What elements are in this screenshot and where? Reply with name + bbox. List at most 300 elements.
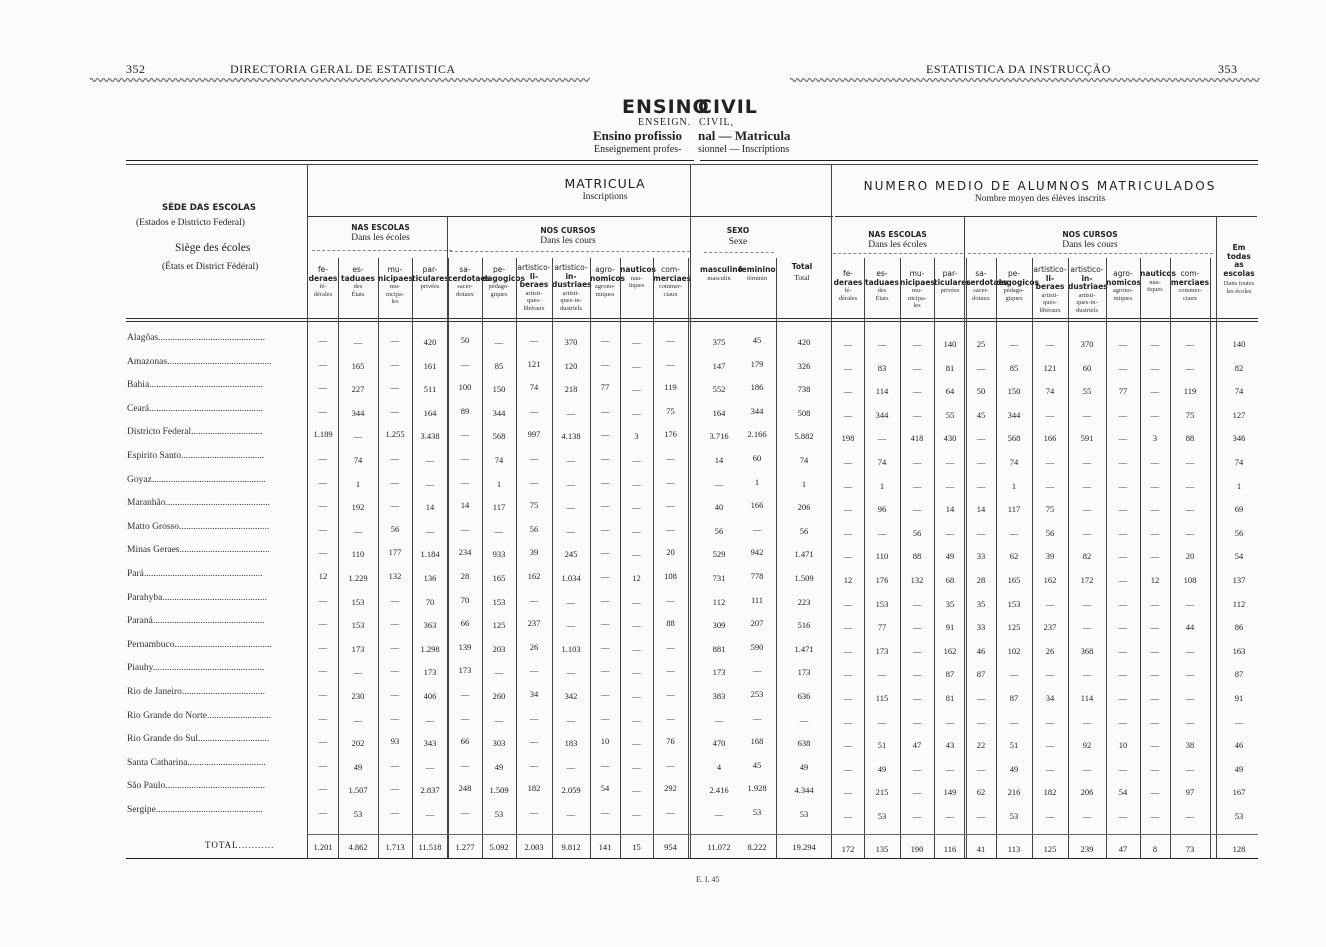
row-label: Goyaz................................................ xyxy=(127,474,266,485)
row-label: Santa Catharina................................. xyxy=(127,757,266,768)
matricula-cell: 34 xyxy=(529,689,539,699)
media-cell: 132 xyxy=(910,575,924,585)
media-header-artisticos-liberaes xyxy=(1032,266,1068,314)
matricula-cell: — xyxy=(390,335,400,345)
media-cell: — xyxy=(912,504,922,515)
column-header-line: li- xyxy=(529,271,539,281)
column-header-line: des xyxy=(877,287,887,294)
matricula-cell: 1 xyxy=(801,478,807,489)
total-matricula-cell: 19.294 xyxy=(792,842,816,852)
media-cell: 49 xyxy=(877,763,887,774)
media-column-rule xyxy=(1210,258,1211,858)
media-cell: — xyxy=(1045,409,1055,420)
matricula-cell: — xyxy=(529,665,539,676)
media-cell: — xyxy=(1009,527,1019,538)
matricula-cell: — xyxy=(425,714,435,725)
matricula-cell: — xyxy=(666,476,675,487)
matricula-cell: 176 xyxy=(664,429,677,440)
media-cell: 125 xyxy=(1007,622,1021,633)
total-matricula-cell: 1.201 xyxy=(313,842,333,852)
column-header-line: deraes xyxy=(833,277,863,287)
matricula-cell: 183 xyxy=(564,738,578,749)
matricula-cell: 54 xyxy=(600,783,610,794)
matricula-cell: 1 xyxy=(754,476,760,487)
media-cell: 162 xyxy=(943,645,957,656)
matricula-cell: — xyxy=(632,337,641,347)
media-cell: — xyxy=(877,669,887,680)
matricula-cell: 168 xyxy=(750,736,764,747)
media-cell: — xyxy=(945,480,955,491)
total-matricula-cell: 1.713 xyxy=(385,842,405,852)
matricula-cell: 942 xyxy=(750,547,764,558)
column-header-line: pe- xyxy=(1007,269,1021,278)
column-header-line: agro- xyxy=(1113,269,1133,278)
matricula-cell: 738 xyxy=(797,384,811,395)
media-cell: — xyxy=(976,480,986,491)
matricula-cell: 470 xyxy=(712,738,726,749)
media-cell: — xyxy=(1082,622,1092,633)
column-header-line: artistico- xyxy=(1033,265,1067,274)
total-matricula-cell: 8.222 xyxy=(747,842,767,852)
matricula-cell: 76 xyxy=(666,736,675,747)
matricula-cell: 186 xyxy=(750,382,764,393)
matricula-cell: 53 xyxy=(494,809,504,819)
matricula-cell: 1 xyxy=(355,478,361,489)
media-cell: — xyxy=(843,480,853,491)
matricula-cell: 153 xyxy=(492,596,506,607)
media-cell: — xyxy=(1082,504,1092,515)
matricula-cell: 45 xyxy=(752,759,762,770)
matricula-cell: 192 xyxy=(351,502,365,513)
column-header-line: des xyxy=(353,283,363,290)
media-cell: — xyxy=(1082,480,1092,491)
total-media-cell: 73 xyxy=(1185,844,1195,854)
media-header-federaes xyxy=(832,270,864,302)
matricula-column-rule xyxy=(688,258,689,858)
media-cell: 140 xyxy=(1232,339,1246,349)
matricula-cell: — xyxy=(566,809,576,819)
matricula-cell: 173 xyxy=(351,643,365,654)
stub-head-3: Siège des écoles xyxy=(175,242,251,254)
media-cell: 10 xyxy=(1118,740,1128,751)
table-bottom-rule xyxy=(126,858,1258,859)
matricula-cell: 260 xyxy=(492,691,506,701)
em-todas-rule xyxy=(1216,216,1217,858)
matricula-cell: 53 xyxy=(353,809,363,819)
column-header-line: fé- xyxy=(844,287,852,294)
media-nas-escolas: NAS ESCOLAS xyxy=(868,230,927,239)
matricula-header-feminino xyxy=(738,266,776,282)
media-cell: — xyxy=(877,339,887,349)
matricula-cell: — xyxy=(566,667,576,678)
column-header-line: es- xyxy=(352,265,364,274)
matricula-cell: 125 xyxy=(492,620,506,631)
matricula-cell: 218 xyxy=(564,384,578,395)
media-cell: 51 xyxy=(877,740,887,751)
main-title-right: CIVIL xyxy=(698,96,758,118)
media-cell: 182 xyxy=(1043,787,1057,798)
media-cell: 22 xyxy=(976,740,986,751)
matricula-cell: — xyxy=(600,476,610,487)
media-cell: 173 xyxy=(875,645,889,656)
matricula-cell: 45 xyxy=(752,335,762,345)
matricula-cell: 234 xyxy=(458,547,472,558)
media-cell: 430 xyxy=(943,433,957,444)
matricula-cell: 420 xyxy=(797,337,811,347)
column-header-line: privées xyxy=(940,287,960,294)
total-matricula-cell: 141 xyxy=(598,842,612,852)
matricula-cell: — xyxy=(752,712,762,723)
matricula-header-particulares xyxy=(412,266,448,291)
matricula-cell: 173 xyxy=(458,665,472,676)
column-header-line: artistico- xyxy=(554,263,588,272)
media-cell: 166 xyxy=(1043,433,1057,444)
column-header-line: cerdotaes xyxy=(448,273,490,283)
column-header-line: nicipaes xyxy=(378,273,413,283)
matricula-cell: — xyxy=(632,407,641,418)
matricula-cell: — xyxy=(460,453,470,463)
media-cell: 74 xyxy=(1045,386,1055,397)
media-cell: 3 xyxy=(1152,433,1158,444)
media-cell: 69 xyxy=(1234,504,1244,515)
media-cell: — xyxy=(877,716,887,727)
matricula-cell: — xyxy=(632,691,641,701)
matricula-cell: 182 xyxy=(527,783,541,794)
media-cell: 1 xyxy=(1236,480,1242,491)
matricula-cell: 1.103 xyxy=(561,643,581,654)
stub-head-2: (Estados e Districto Federal) xyxy=(136,218,245,228)
column-header-line: sa- xyxy=(975,269,987,278)
matricula-cell: 121 xyxy=(527,358,541,369)
media-cell: — xyxy=(1045,480,1055,491)
matricula-section-rule xyxy=(690,165,691,858)
media-cell: 12 xyxy=(843,575,853,585)
media-cell: 34 xyxy=(1045,693,1055,703)
matricula-cell: — xyxy=(318,382,328,393)
matricula-cell: 14 xyxy=(425,502,435,513)
matricula-cell: 3.716 xyxy=(709,431,729,442)
media-cell: — xyxy=(843,598,853,609)
matricula-cell: 552 xyxy=(712,384,726,395)
matricula-cell: — xyxy=(318,641,328,652)
main-title-left: ENSINO xyxy=(622,96,710,118)
media-cell: 74 xyxy=(1234,457,1244,467)
matricula-cell: — xyxy=(566,761,576,772)
matricula-cell: — xyxy=(318,594,328,605)
media-cell: — xyxy=(976,763,986,774)
matricula-cell: 3.438 xyxy=(420,431,440,442)
matricula-cell: — xyxy=(632,785,641,796)
media-cell: — xyxy=(843,386,853,397)
media-nos-cursos: NOS CURSOS xyxy=(1062,230,1118,239)
media-cell: 60 xyxy=(1082,362,1092,373)
header-bottom-rule-2 xyxy=(126,321,1258,322)
media-cell: 568 xyxy=(1007,433,1021,444)
matricula-cell: 245 xyxy=(564,549,578,560)
media-cell: — xyxy=(1045,669,1055,680)
matricula-nos-cursos-fr: Dans les cours xyxy=(540,236,596,246)
media-cell: 91 xyxy=(1234,693,1244,703)
media-cell: 108 xyxy=(1183,575,1197,585)
column-header-line: privées xyxy=(420,283,440,290)
total-media-cell: 116 xyxy=(943,844,957,854)
matricula-cell: 5.882 xyxy=(794,431,814,442)
media-cell: 46 xyxy=(1234,740,1244,751)
total-media-cell: 128 xyxy=(1232,844,1246,854)
media-cell: 198 xyxy=(841,433,855,444)
media-cell: 82 xyxy=(1234,362,1244,373)
column-header-line: dotaux xyxy=(456,290,474,298)
matricula-cell: — xyxy=(318,783,328,794)
media-cell: — xyxy=(1082,409,1092,420)
media-cell: 370 xyxy=(1080,339,1094,349)
matricula-nas-escolas-fr: Dans les écoles xyxy=(351,233,410,243)
left-page-number: 352 xyxy=(126,62,146,76)
column-header-line: artisti- xyxy=(562,289,580,297)
column-header-line: dustriels xyxy=(559,304,583,312)
matricula-cell: — xyxy=(460,759,470,770)
media-cell: 112 xyxy=(1232,598,1246,609)
matricula-cell: 49 xyxy=(799,761,809,772)
matricula-cell: 1.471 xyxy=(794,549,814,560)
media-cell: 49 xyxy=(1009,763,1019,774)
matricula-cell: — xyxy=(600,429,610,440)
media-cell: 39 xyxy=(1045,551,1055,562)
media-cell: — xyxy=(843,811,853,821)
media-cell: — xyxy=(1150,504,1160,515)
media-header-commerciaes xyxy=(1170,270,1210,302)
matricula-cell: 153 xyxy=(351,620,365,631)
media-cell: 102 xyxy=(1007,645,1021,656)
row-label: São Paulo.......................................... xyxy=(127,781,266,792)
matricula-cell: 165 xyxy=(492,573,506,583)
matricula-cell: 230 xyxy=(351,691,365,701)
matricula-cell: — xyxy=(566,455,576,465)
matricula-cell: 150 xyxy=(492,384,506,395)
media-cell: 33 xyxy=(976,551,986,562)
media-cell: — xyxy=(1045,457,1055,467)
media-cell: — xyxy=(1185,763,1195,774)
matricula-cell: 53 xyxy=(799,809,809,819)
media-cell: — xyxy=(976,362,986,373)
media-cell: — xyxy=(912,339,922,349)
media-cell: 38 xyxy=(1185,740,1195,751)
matricula-cell: — xyxy=(632,714,641,725)
matricula-cell: — xyxy=(752,665,762,676)
media-cell: — xyxy=(912,811,922,821)
column-header-line: dérales xyxy=(838,294,858,302)
matricula-cell: 75 xyxy=(529,500,539,511)
matricula-cell: — xyxy=(666,335,675,345)
matricula-cell: — xyxy=(390,358,400,369)
matricula-cell: 139 xyxy=(458,641,472,652)
matricula-cell: — xyxy=(666,500,675,511)
matricula-cell: 253 xyxy=(750,689,764,699)
row-label: Pará.................................................. xyxy=(127,569,263,579)
media-cell: — xyxy=(912,409,922,420)
matricula-cell: — xyxy=(425,478,435,489)
media-cell: — xyxy=(1045,740,1055,751)
column-header-line: dustriaes xyxy=(1068,282,1108,291)
media-cell: — xyxy=(1082,527,1092,538)
media-cell: 25 xyxy=(976,339,986,349)
total-header: Total xyxy=(791,262,813,271)
matricula-cell: — xyxy=(460,358,470,369)
media-cell: — xyxy=(912,693,922,703)
media-cell: 53 xyxy=(877,811,887,821)
media-cell: — xyxy=(843,622,853,633)
column-header-line: beraes xyxy=(1035,282,1065,291)
media-cell: 153 xyxy=(875,598,889,609)
media-cell: 14 xyxy=(976,504,986,515)
media-cell: 28 xyxy=(976,575,986,585)
matricula-cell: — xyxy=(600,547,610,558)
column-header-line: in- xyxy=(565,271,577,281)
matricula-cell: — xyxy=(666,759,675,770)
media-cell: 77 xyxy=(877,622,887,633)
matricula-header-agronomicos xyxy=(590,265,625,298)
matricula-cell: — xyxy=(318,807,328,817)
media-cell: 121 xyxy=(1043,362,1057,373)
title-line4-left: Enseignement profes- xyxy=(594,144,682,155)
matricula-cell: — xyxy=(390,500,400,511)
matricula-header-artisticos-liberaes xyxy=(516,264,552,312)
em-todas-header: Em todas as escolas xyxy=(1223,243,1255,278)
media-cell: — xyxy=(1118,622,1128,633)
matricula-cell: 74 xyxy=(353,455,363,465)
column-header-line: par- xyxy=(422,265,438,274)
column-header-line: agrono- xyxy=(594,283,616,290)
matricula-cell: 636 xyxy=(797,691,811,701)
media-cell: — xyxy=(1234,716,1244,727)
matricula-nos-cursos: NOS CURSOS xyxy=(540,226,596,235)
stub-rule xyxy=(307,165,308,858)
matricula-cell: — xyxy=(566,502,576,513)
media-cell: — xyxy=(1185,457,1195,467)
matricula-cell: 179 xyxy=(750,358,764,369)
matricula-cell: — xyxy=(318,712,328,723)
matricula-cell: 85 xyxy=(494,360,504,371)
column-header-line: feminino xyxy=(738,265,776,274)
matricula-cell: — xyxy=(460,429,470,440)
matricula-cell: 14 xyxy=(460,500,470,511)
matricula-cell: — xyxy=(460,712,470,723)
media-cell: — xyxy=(1185,362,1195,373)
media-cell: — xyxy=(1150,622,1160,633)
media-cell: 53 xyxy=(1009,811,1019,821)
column-header-line: dustriels xyxy=(1075,306,1099,314)
media-cell: — xyxy=(945,716,955,727)
matricula-cell: — xyxy=(600,641,610,652)
media-cell: 88 xyxy=(1185,433,1195,444)
column-header-line: artistico- xyxy=(517,263,551,272)
total-media-cell: 172 xyxy=(841,844,855,854)
matricula-cell: — xyxy=(566,407,576,418)
matricula-cell: 12 xyxy=(318,571,328,581)
matricula-cell: 161 xyxy=(423,360,437,371)
media-cell: 35 xyxy=(976,598,986,609)
matricula-cell: 74 xyxy=(799,455,809,465)
media-cell: 35 xyxy=(945,598,955,609)
media-cell: — xyxy=(877,527,887,538)
matricula-cell: 375 xyxy=(712,337,726,347)
matricula-cell: — xyxy=(390,453,400,463)
matricula-cell: 165 xyxy=(351,360,365,371)
matricula-cell: — xyxy=(666,689,675,699)
matricula-cell: — xyxy=(529,759,539,770)
media-cell: 176 xyxy=(875,575,889,585)
media-cell: — xyxy=(843,740,853,751)
matricula-cell: 74 xyxy=(529,382,539,393)
total-matricula-cell: 954 xyxy=(664,842,677,852)
total-media-cell: 41 xyxy=(976,844,986,854)
media-cell: 92 xyxy=(1082,740,1092,751)
stub-head-1: SÉDE DAS ESCOLAS xyxy=(162,203,256,213)
matricula-cell: — xyxy=(600,405,610,416)
total-media-cell: 135 xyxy=(875,844,889,854)
media-cell: 167 xyxy=(1232,787,1246,798)
matricula-cell: 731 xyxy=(712,573,726,583)
matricula-cell: 997 xyxy=(527,429,541,440)
matricula-cell: 207 xyxy=(750,618,764,629)
media-cell: 87 xyxy=(976,669,986,680)
media-cell: — xyxy=(1150,480,1160,491)
column-header-line: mu- xyxy=(911,287,923,294)
media-cell: 115 xyxy=(875,693,889,703)
row-label: Amazonas............................................ xyxy=(127,356,272,367)
media-cell: — xyxy=(976,457,986,467)
media-cell: — xyxy=(843,693,853,703)
media-cell: — xyxy=(1150,551,1160,562)
matricula-cell: 344 xyxy=(750,405,764,416)
media-cell: 74 xyxy=(1009,457,1019,467)
media-cell: 215 xyxy=(875,787,889,798)
matricula-cell: 778 xyxy=(750,571,764,581)
matricula-cell: — xyxy=(666,594,675,605)
matricula-cell: 1.255 xyxy=(385,429,405,440)
column-header-line: commer- xyxy=(1178,287,1202,294)
media-cell: 127 xyxy=(1232,409,1246,420)
media-cell: — xyxy=(1150,409,1160,420)
matricula-cell: — xyxy=(318,689,328,699)
media-cell: 91 xyxy=(945,622,955,633)
media-cell: — xyxy=(1185,339,1195,349)
column-header-line: cerdotaes xyxy=(966,277,1008,287)
media-cell: — xyxy=(976,433,986,444)
column-header-line: merciaes xyxy=(1170,277,1210,287)
media-cell: 54 xyxy=(1118,787,1128,798)
media-cell: — xyxy=(1118,669,1128,680)
matricula-cell: — xyxy=(353,337,363,347)
column-header-line: deraes xyxy=(308,273,338,283)
media-cell: 20 xyxy=(1185,551,1195,562)
media-cell: — xyxy=(1150,740,1160,751)
matricula-header-masculino xyxy=(700,265,743,282)
brace-media-escolas xyxy=(833,253,963,254)
media-cell: — xyxy=(843,527,853,538)
column-header-line: dagogicos xyxy=(996,277,1039,287)
media-cell: 83 xyxy=(877,362,887,373)
media-cell: 68 xyxy=(945,575,955,585)
matricula-cell: 363 xyxy=(423,620,437,631)
row-label: Districto Federal.............................. xyxy=(127,427,263,438)
matricula-cell: — xyxy=(529,476,539,487)
column-header-line: li- xyxy=(1045,273,1055,283)
matricula-cell: 153 xyxy=(351,596,365,607)
footer-signature: E. I. 45 xyxy=(696,875,720,884)
matricula-cell: — xyxy=(460,807,470,817)
matricula-cell: 1 xyxy=(496,478,502,489)
